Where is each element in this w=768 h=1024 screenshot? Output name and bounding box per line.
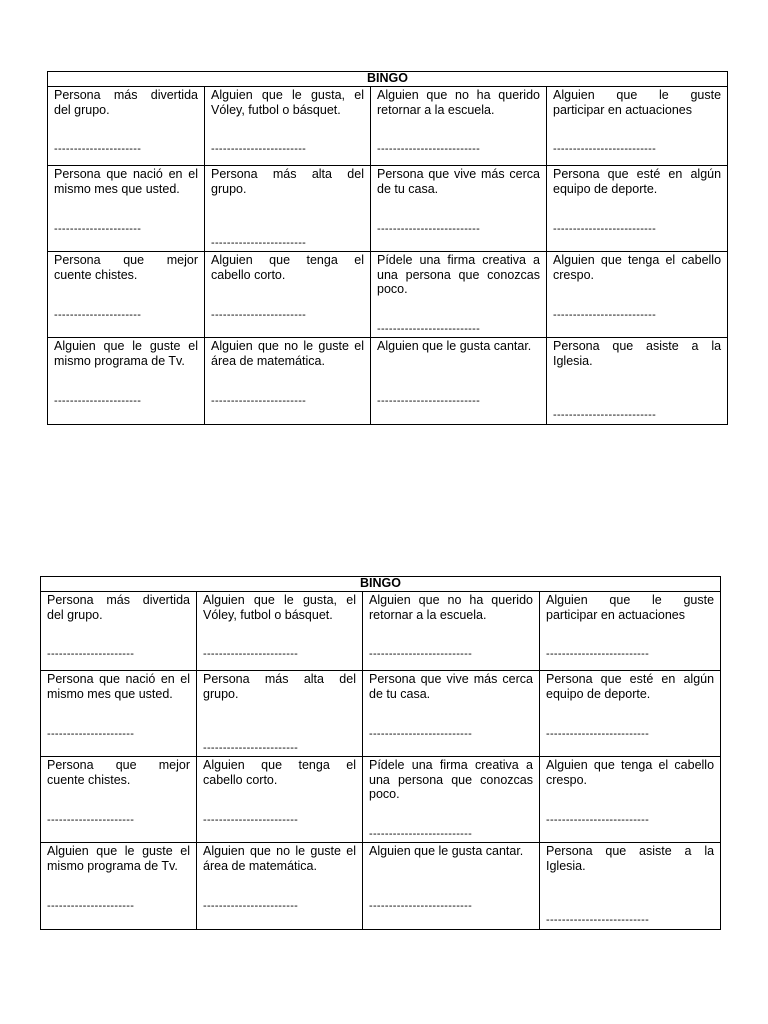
bingo-cell: [540, 592, 721, 671]
signature-line: ----------------------: [54, 395, 142, 407]
bingo-card-2: [40, 576, 721, 930]
cell-prompt: Persona que esté en algún equipo de deporte.: [546, 672, 715, 701]
signature-line: ----------------------: [47, 648, 135, 660]
cell-prompt: Alguien que le gusta cantar.: [377, 339, 532, 353]
signature-line: ------------------------: [203, 742, 299, 754]
cell-prompt: Pídele una firma creativa a una persona que conozcas poco.: [369, 758, 533, 801]
cell-prompt: Alguien que tenga el cabello corto.: [211, 253, 364, 282]
signature-line: --------------------------: [377, 395, 481, 407]
signature-line: --------------------------: [553, 309, 657, 321]
cell-prompt: Persona que asiste a la Iglesia.: [553, 339, 722, 368]
bingo-cell: [363, 671, 540, 757]
cell-prompt: Persona que nació en el mismo mes que usted.: [47, 672, 190, 701]
signature-line: ----------------------: [47, 900, 135, 912]
cell-prompt: Alguien que le gusta, el Vóley, futbol o básquet.: [203, 593, 356, 622]
bingo-cell: [363, 757, 540, 843]
signature-line: ----------------------: [54, 143, 142, 155]
cell-prompt: Persona más alta del grupo.: [211, 167, 364, 196]
signature-line: ------------------------: [211, 143, 307, 155]
bingo-cell: [371, 87, 547, 166]
signature-line: --------------------------: [553, 143, 657, 155]
signature-line: ----------------------: [54, 309, 142, 321]
cell-prompt: Alguien que le gusta cantar.: [369, 844, 524, 858]
cell-prompt: Alguien que no le guste el área de matemática.: [211, 339, 364, 368]
signature-line: --------------------------: [553, 409, 657, 421]
signature-line: --------------------------: [546, 814, 650, 826]
bingo-cell: [540, 843, 721, 930]
bingo-cell: [197, 843, 363, 930]
bingo-cell: [41, 757, 197, 843]
signature-line: --------------------------: [369, 900, 473, 912]
cell-prompt: Alguien que le guste participar en actuaciones: [546, 593, 715, 622]
bingo-cell: [48, 166, 205, 252]
signature-line: ------------------------: [211, 395, 307, 407]
signature-line: --------------------------: [369, 648, 473, 660]
cell-prompt: Alguien que tenga el cabello crespo.: [553, 253, 722, 282]
signature-line: ------------------------: [211, 309, 307, 321]
bingo-cell: [48, 338, 205, 425]
signature-line: --------------------------: [369, 828, 473, 840]
cell-prompt: Pídele una firma creativa a una persona que conozcas poco.: [377, 253, 540, 296]
bingo-cell: [197, 671, 363, 757]
signature-line: ------------------------: [203, 900, 299, 912]
signature-line: ----------------------: [54, 223, 142, 235]
signature-line: --------------------------: [369, 728, 473, 740]
bingo-cell: [48, 252, 205, 338]
bingo-cell: [371, 338, 547, 425]
cell-prompt: Persona que asiste a la Iglesia.: [546, 844, 715, 873]
bingo-title: BINGO: [41, 577, 721, 592]
bingo-cell: [41, 592, 197, 671]
bingo-cell: [371, 166, 547, 252]
bingo-cell: [205, 87, 371, 166]
bingo-cell: [363, 843, 540, 930]
cell-prompt: Alguien que no le guste el área de matemática.: [203, 844, 356, 873]
signature-line: --------------------------: [546, 728, 650, 740]
cell-prompt: Persona más divertida del grupo.: [54, 88, 198, 117]
cell-prompt: Alguien que le guste participar en actuaciones: [553, 88, 722, 117]
cell-prompt: Persona que vive más cerca de tu casa.: [369, 672, 533, 701]
bingo-cell: [197, 757, 363, 843]
cell-prompt: Persona que mejor cuente chistes.: [54, 253, 198, 282]
bingo-cell: [371, 252, 547, 338]
bingo-cell: [540, 671, 721, 757]
cell-prompt: Alguien que le guste el mismo programa de Tv.: [47, 844, 190, 873]
cell-prompt: Alguien que le gusta, el Vóley, futbol o básquet.: [211, 88, 364, 117]
signature-line: ------------------------: [203, 648, 299, 660]
bingo-cell: [547, 87, 728, 166]
bingo-cell: [547, 252, 728, 338]
cell-prompt: Persona que vive más cerca de tu casa.: [377, 167, 540, 196]
bingo-cell: [197, 592, 363, 671]
bingo-cell: [48, 87, 205, 166]
bingo-cell: [41, 671, 197, 757]
cell-prompt: Persona que nació en el mismo mes que usted.: [54, 167, 198, 196]
cell-prompt: Alguien que tenga el cabello crespo.: [546, 758, 715, 787]
cell-prompt: Persona más divertida del grupo.: [47, 593, 190, 622]
bingo-cell: [205, 166, 371, 252]
signature-line: --------------------------: [377, 143, 481, 155]
signature-line: ------------------------: [211, 237, 307, 249]
cell-prompt: Persona que mejor cuente chistes.: [47, 758, 190, 787]
signature-line: --------------------------: [553, 223, 657, 235]
bingo-card-1: [47, 71, 728, 425]
cell-prompt: Persona que esté en algún equipo de deporte.: [553, 167, 722, 196]
bingo-cell: [205, 338, 371, 425]
signature-line: ----------------------: [47, 728, 135, 740]
bingo-title: BINGO: [48, 72, 728, 87]
bingo-cell: [205, 252, 371, 338]
bingo-cell: [547, 338, 728, 425]
bingo-cell: [540, 757, 721, 843]
bingo-cell: [547, 166, 728, 252]
signature-line: --------------------------: [546, 914, 650, 926]
signature-line: ----------------------: [47, 814, 135, 826]
cell-prompt: Alguien que tenga el cabello corto.: [203, 758, 356, 787]
signature-line: ------------------------: [203, 814, 299, 826]
signature-line: --------------------------: [377, 323, 481, 335]
cell-prompt: Alguien que no ha querido retornar a la escuela.: [369, 593, 533, 622]
cell-prompt: Alguien que no ha querido retornar a la escuela.: [377, 88, 540, 117]
cell-prompt: Persona más alta del grupo.: [203, 672, 356, 701]
bingo-cell: [363, 592, 540, 671]
cell-prompt: Alguien que le guste el mismo programa de Tv.: [54, 339, 198, 368]
signature-line: --------------------------: [377, 223, 481, 235]
bingo-cell: [41, 843, 197, 930]
signature-line: --------------------------: [546, 648, 650, 660]
